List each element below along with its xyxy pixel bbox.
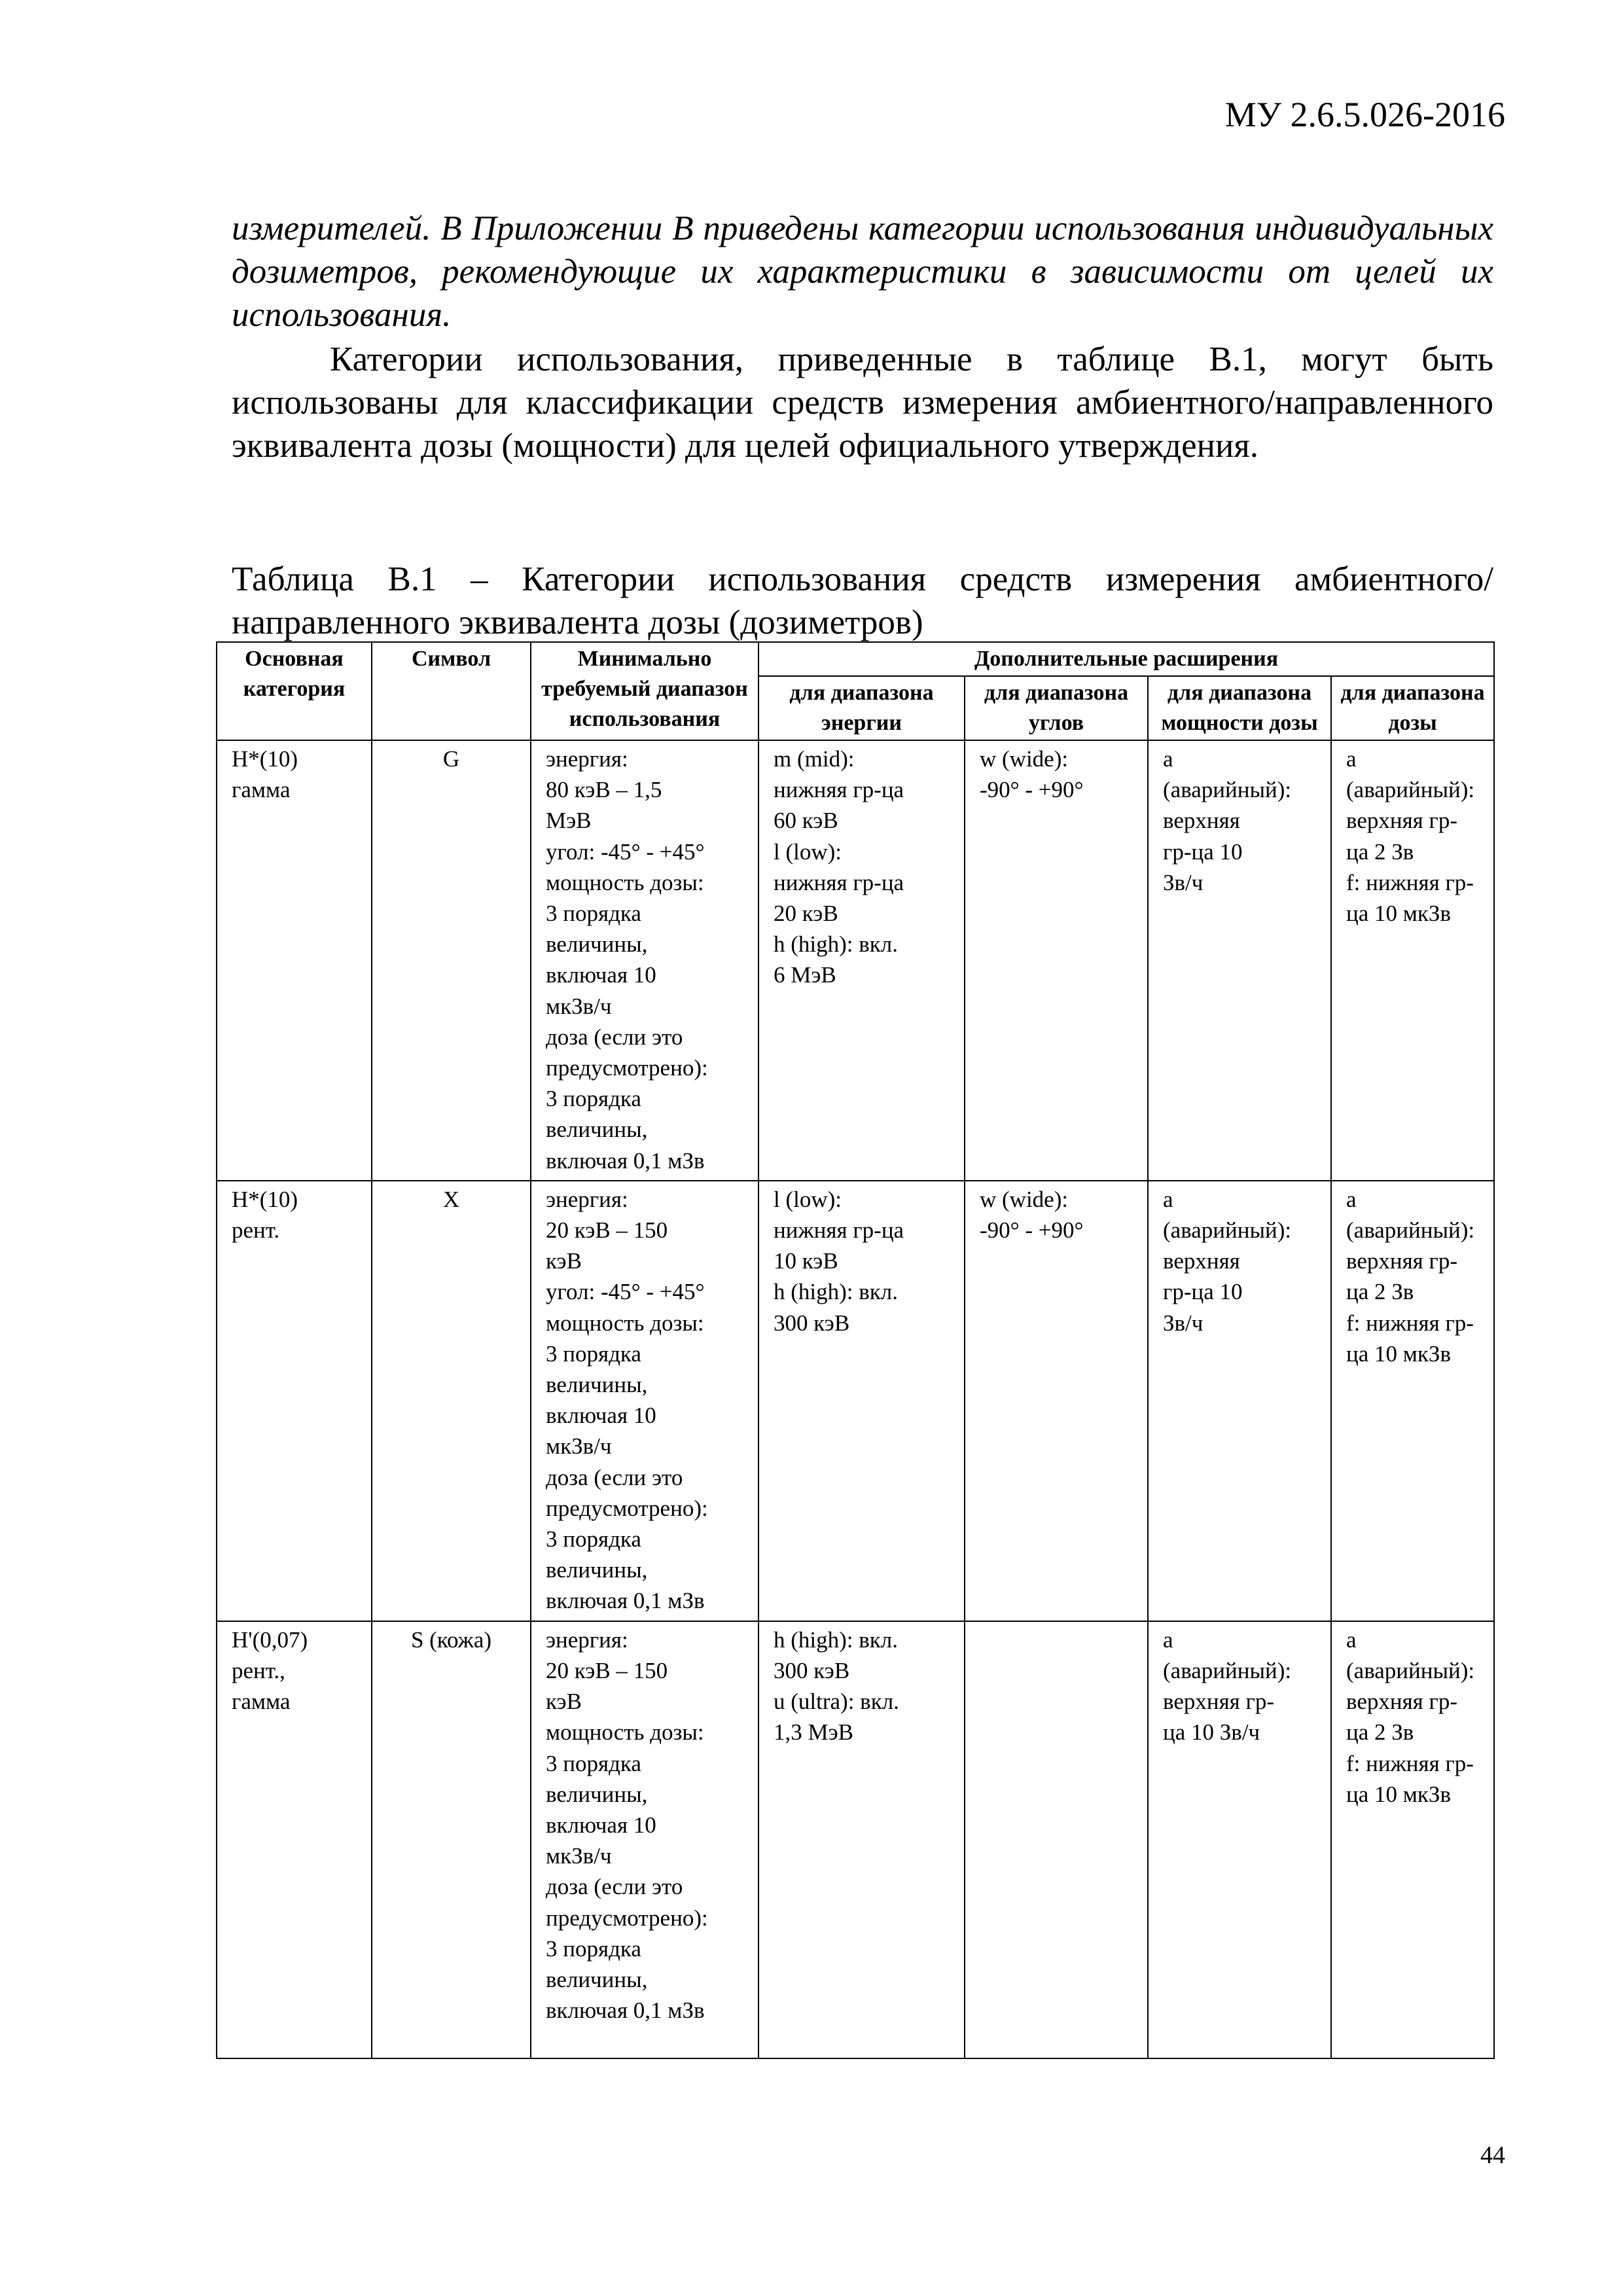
body-paragraph: Категории использования, приведенные в таблице В.1, могут быть использованы для классификации средств измерения амбиентного/направленного эквивалента дозы (мощности) для целей официального утверждения. bbox=[232, 340, 1493, 465]
header-extensions: Дополнительные расширения bbox=[758, 642, 1494, 676]
header-dose-range: для диапазона дозы bbox=[1331, 676, 1494, 740]
cell-min-range: энергия: 80 кэВ – 1,5 МэВ угол: -45° - +45° мощность дозы: 3 порядка величины, включая 10 мкЗв/ч доза (если это предусмотрено): 3 порядка величины, включая 0,1 мЗв bbox=[531, 740, 758, 1181]
header-angle-range: для диапазона углов bbox=[965, 676, 1148, 740]
cell-symbol: X bbox=[372, 1181, 531, 1621]
cell-angles bbox=[965, 1621, 1148, 2058]
header-category: Основная категория bbox=[217, 642, 372, 740]
page-number: 44 bbox=[1480, 2142, 1505, 2169]
intro-text: измерителей. В Приложении В приведены категории использования индивидуальных дозиметров, рекомендующие их характеристики в зависимости от целей их использования. bbox=[232, 209, 1493, 334]
cell-energy: m (mid): нижняя гр-ца 60 кэВ l (low): нижняя гр-ца 20 кэВ h (high): вкл. 6 МэВ bbox=[758, 740, 965, 1181]
cell-dose: a (аварийный): верхняя гр- ца 2 Зв f: нижняя гр- ца 10 мкЗв bbox=[1331, 1621, 1494, 2058]
cell-category: Н*(10) гамма bbox=[217, 740, 372, 1181]
cell-rate: a (аварийный): верхняя гр-ца 10 Зв/ч bbox=[1148, 1181, 1331, 1621]
cell-rate: a (аварийный): верхняя гр-ца 10 Зв/ч bbox=[1148, 740, 1331, 1181]
cell-angles: w (wide): -90° - +90° bbox=[965, 740, 1148, 1181]
table-row bbox=[217, 1181, 1494, 1621]
categories-table bbox=[216, 641, 1495, 2059]
cell-category: Н*(10) рент. bbox=[217, 1181, 372, 1621]
cell-energy: l (low): нижняя гр-ца 10 кэВ h (high): вкл. 300 кэВ bbox=[758, 1181, 965, 1621]
document-code: МУ 2.6.5.026-2016 bbox=[1224, 95, 1505, 134]
cell-dose: a (аварийный): верхняя гр- ца 2 Зв f: нижняя гр- ца 10 мкЗв bbox=[1331, 740, 1494, 1181]
table-row bbox=[217, 1621, 1494, 2058]
table-caption: Таблица В.1 – Категории использования средств измерения амбиентного/направленного эквивалента дозы (дозиметров) bbox=[232, 560, 1493, 641]
cell-min-range: энергия: 20 кэВ – 150 кэВ мощность дозы: 3 порядка величины, включая 10 мкЗв/ч доза (если это предусмотрено): 3 порядка величины, включая 0,1 мЗв bbox=[531, 1621, 758, 2058]
cell-min-range: энергия: 20 кэВ – 150 кэВ угол: -45° - +45° мощность дозы: 3 порядка величины, включая 10 мкЗв/ч доза (если это предусмотрено): 3 порядка величины, включая 0,1 мЗв bbox=[531, 1181, 758, 1621]
cell-energy: h (high): вкл. 300 кэВ u (ultra): вкл. 1,3 МэВ bbox=[758, 1621, 965, 2058]
cell-symbol: S (кожа) bbox=[372, 1621, 531, 2058]
cell-rate: a (аварийный): верхняя гр- ца 10 Зв/ч bbox=[1148, 1621, 1331, 2058]
header-min-range: Минимально требуемый диапазон использования bbox=[531, 642, 758, 740]
header-rate-range: для диапазона мощности дозы bbox=[1148, 676, 1331, 740]
table-row bbox=[217, 740, 1494, 1181]
cell-angles: w (wide): -90° - +90° bbox=[965, 1181, 1148, 1621]
header-energy-range: для диапазона энергии bbox=[758, 676, 965, 740]
cell-dose: a (аварийный): верхняя гр- ца 2 Зв f: нижняя гр- ца 10 мкЗв bbox=[1331, 1181, 1494, 1621]
cell-symbol: G bbox=[372, 740, 531, 1181]
cell-category: Н'(0,07) рент., гамма bbox=[217, 1621, 372, 2058]
header-symbol: Символ bbox=[372, 642, 531, 740]
